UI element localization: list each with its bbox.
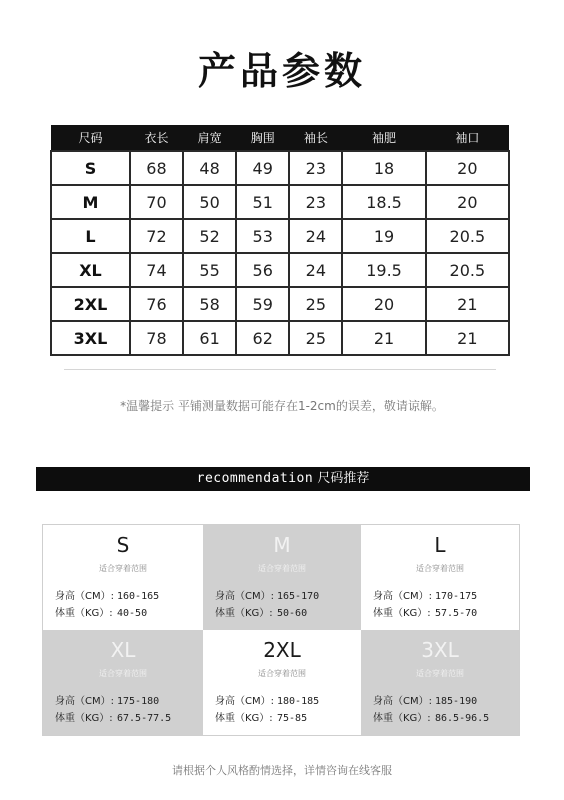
weight-value: 75-85 [277,713,308,724]
height-row [215,692,319,707]
section-divider [64,369,496,370]
height-value: 160-165 [117,591,160,602]
table-cell: 25 [289,321,342,355]
table-row [51,219,509,253]
weight-row [215,604,307,619]
height-label: 身高（CM）: [215,696,274,707]
size-recommendation-grid [42,524,520,736]
table-cell: 51 [236,185,289,219]
weight-value: 67.5-77.5 [117,713,172,724]
range-label: 适合穿着范围 [99,669,147,678]
weight-row [373,604,477,619]
height-value: 170-175 [435,591,478,602]
height-value: 180-185 [277,696,320,707]
range-label: 适合穿着范围 [416,564,464,573]
column-header: 肩宽 [183,125,236,151]
weight-row [55,709,171,724]
table-cell: 24 [289,253,342,287]
column-header: 胸围 [236,125,289,151]
recommendation-title-en: recommendation [196,471,314,486]
table-cell: 55 [183,253,236,287]
table-cell-size: XL [51,253,130,287]
table-cell: 70 [130,185,183,219]
height-label: 身高（CM）: [373,696,432,707]
table-row [51,185,509,219]
table-cell: 25 [289,287,342,321]
height-label: 身高（CM）: [215,591,274,602]
table-row [51,151,509,185]
size-card-label: L [434,533,446,557]
page-title: 产品参数 [197,49,366,93]
table-cell: 53 [236,219,289,253]
table-row [51,253,509,287]
table-cell: 20.5 [426,219,509,253]
size-card-xl [43,630,203,735]
table-cell: 56 [236,253,289,287]
height-label: 身高（CM）: [373,591,432,602]
table-cell: 58 [183,287,236,321]
recommendation-header-bar [36,467,530,491]
size-card-label: M [273,533,291,557]
weight-label: 体重（KG）: [215,713,273,724]
height-row [373,692,477,707]
size-card-label: S [116,533,130,557]
table-row [51,321,509,355]
column-header: 尺码 [51,125,130,151]
table-cell: 74 [130,253,183,287]
weight-value: 86.5-96.5 [435,713,490,724]
measurement-note: *温馨提示 平铺测量数据可能存在1-2cm的误差，敬请谅解。 [120,399,444,413]
weight-value: 50-60 [277,608,308,619]
table-cell: 76 [130,287,183,321]
table-cell: 18 [342,151,425,185]
size-card-m [203,525,361,630]
size-card-l [361,525,519,630]
table-cell: 20 [342,287,425,321]
recommendation-title-cn: 尺码推荐 [317,471,370,486]
table-cell: 62 [236,321,289,355]
table-cell: 20 [426,151,509,185]
height-value: 185-190 [435,696,478,707]
table-cell: 52 [183,219,236,253]
footer-note: 请根据个人风格酌情选择，详情咨询在线客服 [172,764,392,777]
height-label: 身高（CM）: [55,696,114,707]
table-cell: 20 [426,185,509,219]
weight-row [373,709,489,724]
table-cell: 21 [342,321,425,355]
weight-label: 体重（KG）: [215,608,273,619]
table-cell: 23 [289,151,342,185]
weight-label: 体重（KG）: [373,713,431,724]
column-header: 袖口 [426,125,509,151]
height-row [215,587,319,602]
table-cell: 49 [236,151,289,185]
height-value: 175-180 [117,696,160,707]
table-cell: 72 [130,219,183,253]
table-cell: 19 [342,219,425,253]
size-card-s [43,525,203,630]
size-card-label: XL [110,638,136,662]
table-cell: 48 [183,151,236,185]
table-cell: 20.5 [426,253,509,287]
size-card-2xl [203,630,361,735]
table-cell: 21 [426,287,509,321]
table-row [51,287,509,321]
table-cell: 50 [183,185,236,219]
table-cell: 19.5 [342,253,425,287]
weight-label: 体重（KG）: [373,608,431,619]
table-cell-size: 2XL [51,287,130,321]
range-label: 适合穿着范围 [416,669,464,678]
size-card-3xl [361,630,519,735]
table-cell-size: S [51,151,130,185]
size-card-label: 2XL [263,638,301,662]
range-label: 适合穿着范围 [258,564,306,573]
table-cell-size: L [51,219,130,253]
table-cell: 78 [130,321,183,355]
table-cell: 18.5 [342,185,425,219]
column-header: 袖肥 [342,125,425,151]
table-header-row [51,125,509,151]
size-card-label: 3XL [421,638,459,662]
table-cell: 61 [183,321,236,355]
column-header: 袖长 [289,125,342,151]
size-chart-table [50,125,510,356]
range-label: 适合穿着范围 [258,669,306,678]
table-cell-size: M [51,185,130,219]
table-cell: 68 [130,151,183,185]
table-cell: 23 [289,185,342,219]
weight-label: 体重（KG）: [55,608,113,619]
table-cell: 24 [289,219,342,253]
height-label: 身高（CM）: [55,591,114,602]
table-cell-size: 3XL [51,321,130,355]
range-label: 适合穿着范围 [99,564,147,573]
weight-row [215,709,307,724]
weight-value: 57.5-70 [435,608,478,619]
height-row [373,587,477,602]
column-header: 衣长 [130,125,183,151]
height-value: 165-170 [277,591,320,602]
table-cell: 59 [236,287,289,321]
weight-label: 体重（KG）: [55,713,113,724]
weight-row [55,604,147,619]
height-row [55,692,159,707]
weight-value: 40-50 [117,608,148,619]
height-row [55,587,159,602]
table-cell: 21 [426,321,509,355]
